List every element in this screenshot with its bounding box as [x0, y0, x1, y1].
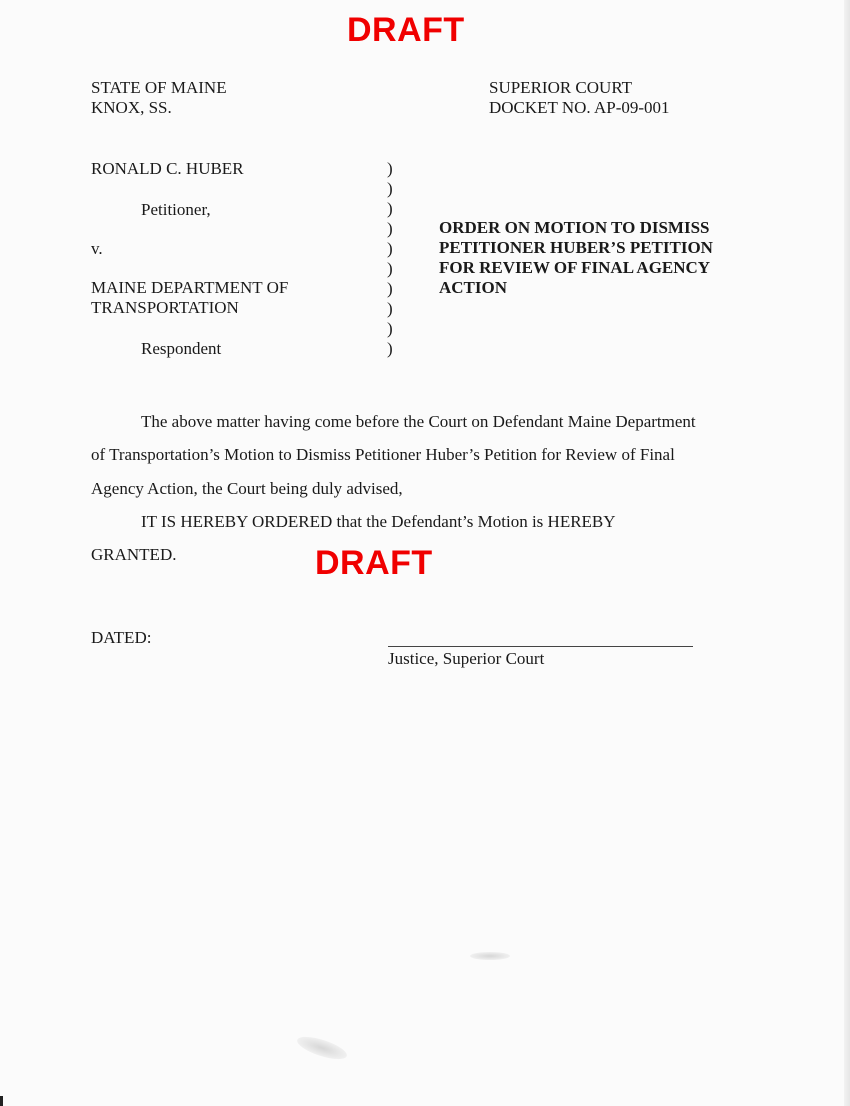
docket-number: DOCKET NO. AP-09-001: [489, 98, 670, 117]
petitioner-role: Petitioner,: [141, 200, 211, 219]
signature-line: [388, 646, 693, 647]
respondent-role: Respondent: [141, 339, 222, 358]
order-title-line2: PETITIONER HUBER’S PETITION: [439, 238, 713, 257]
caption-paren: ): [387, 319, 393, 338]
scan-smudge: [470, 952, 510, 960]
draft-watermark-top: DRAFT: [347, 11, 465, 49]
state-label: STATE OF MAINE: [91, 78, 227, 97]
body-paragraph-1-line1: The above matter having come before the Court on Defendant Maine Department: [141, 412, 696, 431]
caption-paren: ): [387, 219, 393, 238]
caption-paren: ): [387, 179, 393, 198]
caption-paren: ): [387, 279, 393, 298]
body-paragraph-2-line2: GRANTED.: [91, 545, 177, 564]
caption-paren: ): [387, 259, 393, 278]
caption-paren: ): [387, 339, 393, 358]
versus-label: v.: [91, 239, 103, 258]
scan-smudge: [295, 1032, 349, 1063]
draft-watermark-middle: DRAFT: [315, 544, 433, 582]
dated-label: DATED:: [91, 628, 152, 647]
caption-paren: ): [387, 199, 393, 218]
order-title-line1: ORDER ON MOTION TO DISMISS: [439, 218, 710, 237]
scan-edge-mark: [0, 1096, 3, 1106]
respondent-name-line1: MAINE DEPARTMENT OF: [91, 278, 289, 297]
caption-paren: ): [387, 239, 393, 258]
body-paragraph-1-line3: Agency Action, the Court being duly advised,: [91, 479, 403, 498]
caption-paren: ): [387, 299, 393, 318]
petitioner-name: RONALD C. HUBER: [91, 159, 244, 178]
body-paragraph-2-line1: IT IS HEREBY ORDERED that the Defendant’s Motion is HEREBY: [141, 512, 616, 531]
order-title-line3: FOR REVIEW OF FINAL AGENCY: [439, 258, 711, 277]
signer-title: Justice, Superior Court: [388, 649, 545, 668]
county-label: KNOX, SS.: [91, 98, 172, 117]
court-label: SUPERIOR COURT: [489, 78, 633, 97]
respondent-name-line2: TRANSPORTATION: [91, 298, 239, 317]
order-title-line4: ACTION: [439, 278, 508, 297]
body-paragraph-1-line2: of Transportation’s Motion to Dismiss Petitioner Huber’s Petition for Review of Final: [91, 445, 675, 464]
page-edge-shadow: [844, 0, 850, 1106]
caption-paren: ): [387, 159, 393, 178]
